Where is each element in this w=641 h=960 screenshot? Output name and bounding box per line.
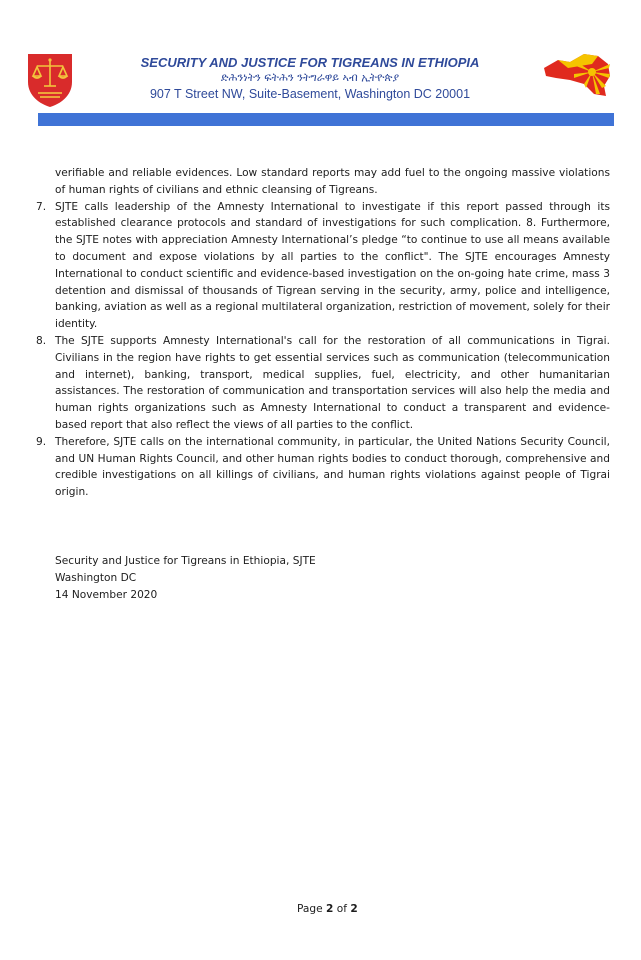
letter-body bbox=[36, 165, 610, 501]
org-name: SECURITY AND JUSTICE FOR TIGREANS IN ETHIOPIA bbox=[140, 55, 480, 70]
tigray-map-sunburst-logo bbox=[540, 50, 612, 100]
signature-location: Washington DC bbox=[55, 571, 137, 584]
item-text: SJTE calls leadership of the Amnesty International to investigate if this report passed through its established clearance protocols and standard of investigations for such complication. 8. Furthermore, the SJTE notes with appreciation Amnesty International’s pledge “to continue to use all means available to document and expose violations by all parties to the conflict". The SJTE encourages Amnesty International to conduct scientific and evidence-based investigation on the on-going hate crime, mass 3 detention and dismissal of thousands of Tigrean serving in the security, army, police and intelligence, banking, aviation as well as a regional multilateral organization, restriction of movement, solely for their identity. bbox=[55, 200, 610, 331]
signature-date: 14 November 2020 bbox=[55, 588, 158, 601]
page-of: of bbox=[336, 903, 347, 915]
item-number: 9. bbox=[36, 435, 47, 448]
org-name-amharic: ድሕንነትን ፍትሕን ንትግራዋይ ኣብ ኢትዮጵያ bbox=[220, 71, 400, 84]
page-current: 2 bbox=[326, 903, 334, 915]
signature-org: Security and Justice for Tigreans in Ethiopia, SJTE bbox=[55, 555, 316, 567]
continuation-paragraph: verifiable and reliable evidences. Low standard reports may add fuel to the ongoing massive violations of human rights of civilians and ethnic cleansing of Tigreans. bbox=[55, 167, 610, 196]
page-number bbox=[297, 903, 358, 915]
item-text: The SJTE supports Amnesty International's call for the restoration of all communications in Tigrai. Civilians in the region have rights to get essential services such as communication (telecommunication and internet), banking, transport, medical supplies, fuel, electricity, and other humanitarian assistances. The restoration of communication and transportation services will also help the media and human rights organizations such as Amnesty International to conduct a transparent and evidence-based report that also reflect the views of all parties to the conflict. bbox=[55, 334, 610, 431]
page-label: Page bbox=[297, 903, 323, 915]
item-number: 7. bbox=[36, 200, 47, 213]
item-text: Therefore, SJTE calls on the international community, in particular, the United Nations Security Council, and UN Human Rights Council, and other human rights bodies to conduct thorough, comprehensive and credible investigations on all killings of civilians, and human rights violations against people of Tigrai origin. bbox=[55, 435, 610, 499]
numbered-item bbox=[36, 434, 610, 501]
page-total: 2 bbox=[350, 903, 358, 915]
org-address: 907 T Street NW, Suite-Basement, Washington DC 20001 bbox=[149, 87, 471, 101]
signature-block bbox=[55, 553, 455, 603]
numbered-item bbox=[36, 199, 610, 333]
item-number: 8. bbox=[36, 334, 47, 347]
justice-scales-shield-logo bbox=[24, 52, 76, 108]
numbered-item bbox=[36, 333, 610, 434]
header-divider-bar bbox=[38, 113, 614, 126]
